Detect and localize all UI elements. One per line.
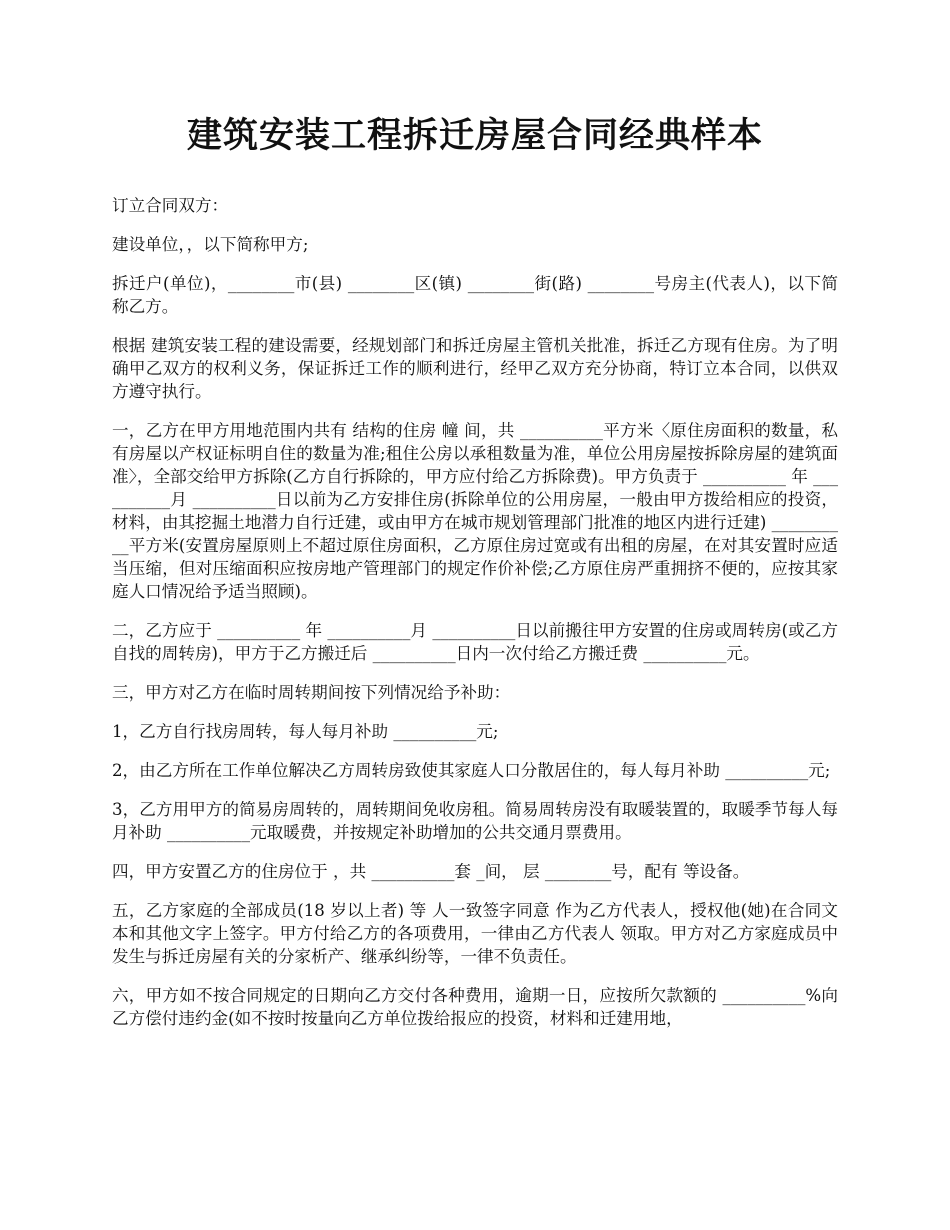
party-a-line: 建设单位，，以下简称甲方;: [112, 235, 309, 254]
clause-1: 一，乙方在甲方用地范围内共有 结构的住房 幢 间，共 __________平方米〈原住房面积的数量，私有房屋以产权证标明自住的数量为准;租住公房以承租数量为准，单位公用房屋按拆除房屋的建筑面准〉，全部交给甲方拆除(乙方自行拆除的，甲方应付给乙方拆除费)。甲方负责于 __________ 年 __________月 __________日以前为乙方安排住房(拆除单位的公用房屋，一般由甲方拨给相应的投资，材料，由其挖掘土地潜力自行迁建，或由甲方在城市规划管理部门批准的地区内进行迁建) __________平方米(安置房屋原则上不超过原住房面积，乙方原住房过宽或有出租的房屋，在对其安置时应适当压缩，但对压缩面积应按房地产管理部门的规定作价补偿;乙方原住房严重拥挤不便的，应按其家庭人口情况给予适当照顾)。: [112, 421, 838, 601]
clause-3-item-1: 1，乙方自行找房周转，每人每月补助 __________元;: [112, 722, 499, 741]
clause-2: 二，乙方应于 __________ 年 __________月 __________日以前搬往甲方安置的住房或周转房(或乙方自找的周转房)，甲方于乙方搬迁后 __________日内一次付给乙方搬迁费 __________元。: [112, 621, 838, 663]
clause-6: 六，甲方如不按合同规定的日期向乙方交付各种费用，逾期一日，应按所欠款额的 __________%向乙方偿付违约金(如不按时按量向乙方单位拨给报应的投资，材料和迁建用地，: [112, 986, 838, 1028]
clause-4: 四，甲方安置乙方的住房位于 ，共 __________套 _间， 层 ________号，配有 等设备。: [112, 862, 750, 881]
clause-3-item-3: 3，乙方用甲方的简易房周转的，周转期间免收房租。简易周转房没有取暖装置的，取暖季节每人每月补助 __________元取暖费，并按规定补助增加的公共交通月票费用。: [112, 800, 838, 842]
contract-document: [112, 112, 838, 1046]
clause-3: 三，甲方对乙方在临时周转期间按下列情况给予补助：: [112, 683, 511, 702]
intro-parties-label: 订立合同双方：: [112, 196, 229, 215]
clause-5: 五，乙方家庭的全部成员(18 岁以上者) 等 人一致签字同意 作为乙方代表人，授权他(她)在合同文本和其他文字上签字。甲方付给乙方的各项费用，一律由乙方代表人 领取。甲方对乙方家庭成员中发生与拆迁房屋有关的分家析产、继承纠纷等，一律不负责任。: [112, 901, 838, 966]
preamble-paragraph: 根据 建筑安装工程的建设需要，经规划部门和拆迁房屋主管机关批准，拆迁乙方现有住房。为了明确甲乙双方的权利义务，保证拆迁工作的顺利进行，经甲乙双方充分协商，特订立本合同，以供双方遵守执行。: [112, 336, 838, 401]
party-b-line: 拆迁户(单位)，________市(县) ________区(镇) ________街(路) ________号房主(代表人)，以下简称乙方。: [112, 274, 838, 316]
page-title: 建筑安装工程拆迁房屋合同经典样本: [186, 115, 763, 156]
clause-3-item-2: 2，由乙方所在工作单位解决乙方周转房致使其家庭人口分散居住的，每人每月补助 __________元;: [112, 761, 831, 780]
